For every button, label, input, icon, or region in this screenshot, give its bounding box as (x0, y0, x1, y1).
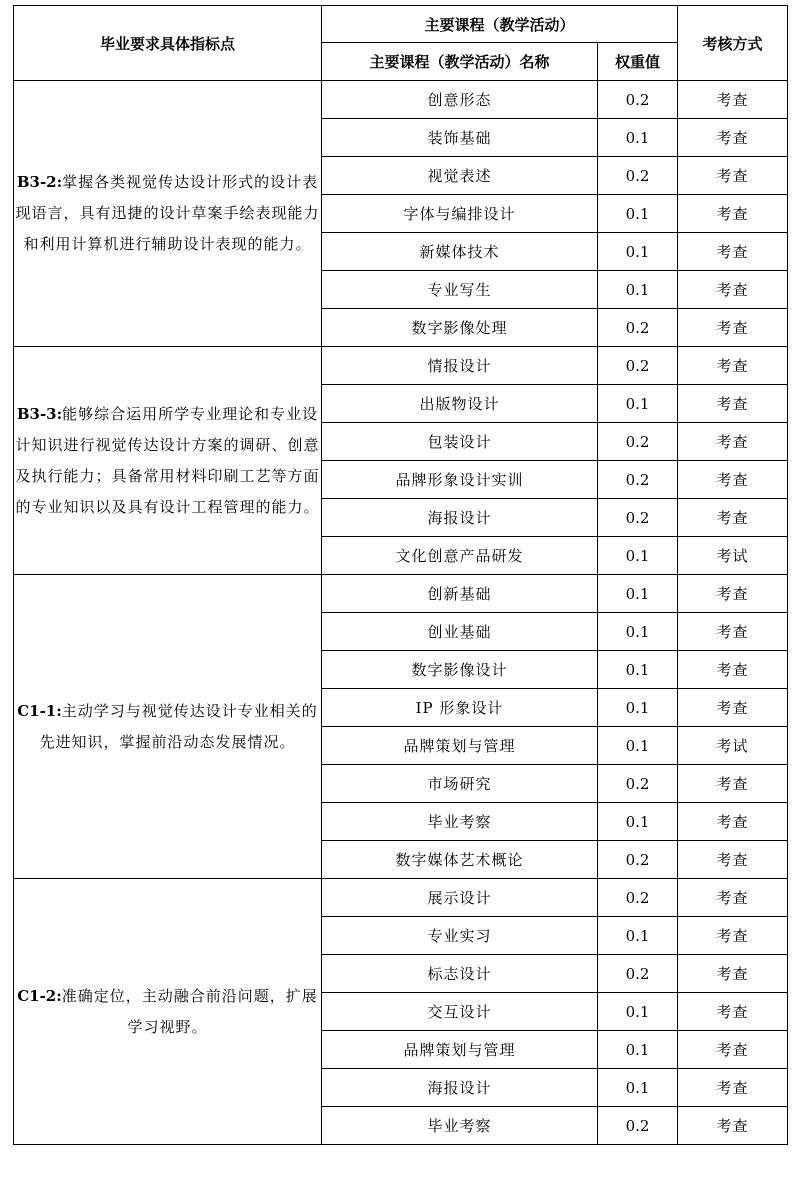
course-name-cell: 数字影像处理 (322, 309, 598, 347)
course-name-cell: 文化创意产品研发 (322, 537, 598, 575)
header-assessment: 考核方式 (678, 6, 788, 81)
table-row (14, 879, 788, 917)
assessment-cell: 考查 (678, 613, 788, 651)
weight-cell: 0.1 (598, 233, 678, 271)
assessment-cell: 考查 (678, 309, 788, 347)
assessment-cell: 考查 (678, 385, 788, 423)
requirement-code: B3-2: (16, 173, 63, 191)
requirement-cell (14, 347, 322, 575)
course-name-cell: 品牌形象设计实训 (322, 461, 598, 499)
assessment-cell: 考查 (678, 1107, 788, 1145)
assessment-cell: 考查 (678, 271, 788, 309)
weight-cell: 0.1 (598, 803, 678, 841)
assessment-cell: 考查 (678, 499, 788, 537)
course-name-cell: 字体与编排设计 (322, 195, 598, 233)
assessment-cell: 考查 (678, 651, 788, 689)
weight-cell: 0.1 (598, 689, 678, 727)
course-name-cell: 毕业考察 (322, 803, 598, 841)
header-course-name: 主要课程（教学活动）名称 (322, 43, 598, 81)
assessment-cell: 考查 (678, 423, 788, 461)
weight-cell: 0.2 (598, 1107, 678, 1145)
header-main-courses: 主要课程（教学活动） (322, 6, 678, 43)
weight-cell: 0.2 (598, 765, 678, 803)
assessment-cell: 考查 (678, 841, 788, 879)
weight-cell: 0.1 (598, 1069, 678, 1107)
assessment-cell: 考查 (678, 347, 788, 385)
weight-cell: 0.1 (598, 613, 678, 651)
weight-cell: 0.2 (598, 955, 678, 993)
course-name-cell: 专业实习 (322, 917, 598, 955)
weight-cell: 0.2 (598, 81, 678, 119)
assessment-cell: 考查 (678, 575, 788, 613)
assessment-cell: 考查 (678, 879, 788, 917)
assessment-cell: 考查 (678, 689, 788, 727)
course-name-cell: 创业基础 (322, 613, 598, 651)
course-name-cell: 专业写生 (322, 271, 598, 309)
assessment-cell: 考查 (678, 803, 788, 841)
requirement-code: C1-2: (17, 986, 62, 1005)
weight-cell: 0.2 (598, 499, 678, 537)
weight-cell: 0.2 (598, 461, 678, 499)
course-name-cell: 创意形态 (322, 81, 598, 119)
assessment-cell: 考试 (678, 537, 788, 575)
course-requirement-table (13, 5, 788, 1145)
requirement-cell (14, 879, 322, 1145)
weight-cell: 0.1 (598, 917, 678, 955)
weight-cell: 0.1 (598, 993, 678, 1031)
assessment-cell: 考查 (678, 461, 788, 499)
weight-cell: 0.1 (598, 385, 678, 423)
weight-cell: 0.1 (598, 727, 678, 765)
weight-cell: 0.1 (598, 651, 678, 689)
requirement-code: C1-1: (17, 701, 62, 720)
course-name-cell: 海报设计 (322, 499, 598, 537)
weight-cell: 0.1 (598, 1031, 678, 1069)
assessment-cell: 考查 (678, 765, 788, 803)
course-name-cell: 品牌策划与管理 (322, 1031, 598, 1069)
course-name-cell: 创新基础 (322, 575, 598, 613)
requirement-text: 准确定位，主动融合前沿问题，扩展学习视野。 (61, 986, 318, 1036)
course-name-cell: 市场研究 (322, 765, 598, 803)
weight-cell: 0.1 (598, 119, 678, 157)
assessment-cell: 考查 (678, 119, 788, 157)
course-name-cell: IP 形象设计 (322, 689, 598, 727)
assessment-cell: 考查 (678, 195, 788, 233)
weight-cell: 0.1 (598, 271, 678, 309)
header-weight: 权重值 (598, 43, 678, 81)
course-name-cell: 展示设计 (322, 879, 598, 917)
weight-cell: 0.2 (598, 157, 678, 195)
table-body (14, 81, 788, 1145)
weight-cell: 0.2 (598, 423, 678, 461)
requirement-code: B3-3: (16, 404, 63, 423)
table-row (14, 575, 788, 613)
course-name-cell: 品牌策划与管理 (322, 727, 598, 765)
assessment-cell: 考查 (678, 233, 788, 271)
assessment-cell: 考查 (678, 81, 788, 119)
course-name-cell: 视觉表述 (322, 157, 598, 195)
course-name-cell: 数字媒体艺术概论 (322, 841, 598, 879)
requirement-cell (14, 81, 322, 347)
assessment-cell: 考试 (678, 727, 788, 765)
course-name-cell: 新媒体技术 (322, 233, 598, 271)
header-requirement: 毕业要求具体指标点 (14, 6, 322, 81)
course-name-cell: 毕业考察 (322, 1107, 598, 1145)
assessment-cell: 考查 (678, 955, 788, 993)
assessment-cell: 考查 (678, 993, 788, 1031)
course-name-cell: 出版物设计 (322, 385, 598, 423)
course-name-cell: 海报设计 (322, 1069, 598, 1107)
weight-cell: 0.2 (598, 841, 678, 879)
requirement-text: 掌握各类视觉传达设计形式的设计表现语言，具有迅捷的设计草案手绘表现能力和利用计算机进行辅助设计表现的能力。 (15, 173, 320, 253)
weight-cell: 0.2 (598, 309, 678, 347)
weight-cell: 0.2 (598, 879, 678, 917)
table-row (14, 347, 788, 385)
course-name-cell: 包装设计 (322, 423, 598, 461)
requirement-text: 主动学习与视觉传达设计专业相关的先进知识，掌握前沿动态发展情况。 (39, 701, 318, 751)
requirement-cell (14, 575, 322, 879)
weight-cell: 0.2 (598, 347, 678, 385)
course-name-cell: 情报设计 (322, 347, 598, 385)
course-name-cell: 交互设计 (322, 993, 598, 1031)
assessment-cell: 考查 (678, 1069, 788, 1107)
course-name-cell: 数字影像设计 (322, 651, 598, 689)
requirement-text: 能够综合运用所学专业理论和专业设计知识进行视觉传达设计方案的调研、创意及执行能力；具备常用材料印刷工艺等方面的专业知识以及具有设计工程管理的能力。 (15, 404, 320, 516)
weight-cell: 0.1 (598, 537, 678, 575)
course-name-cell: 装饰基础 (322, 119, 598, 157)
weight-cell: 0.1 (598, 575, 678, 613)
weight-cell: 0.1 (598, 195, 678, 233)
assessment-cell: 考查 (678, 1031, 788, 1069)
table-row (14, 81, 788, 119)
assessment-cell: 考查 (678, 157, 788, 195)
assessment-cell: 考查 (678, 917, 788, 955)
course-name-cell: 标志设计 (322, 955, 598, 993)
